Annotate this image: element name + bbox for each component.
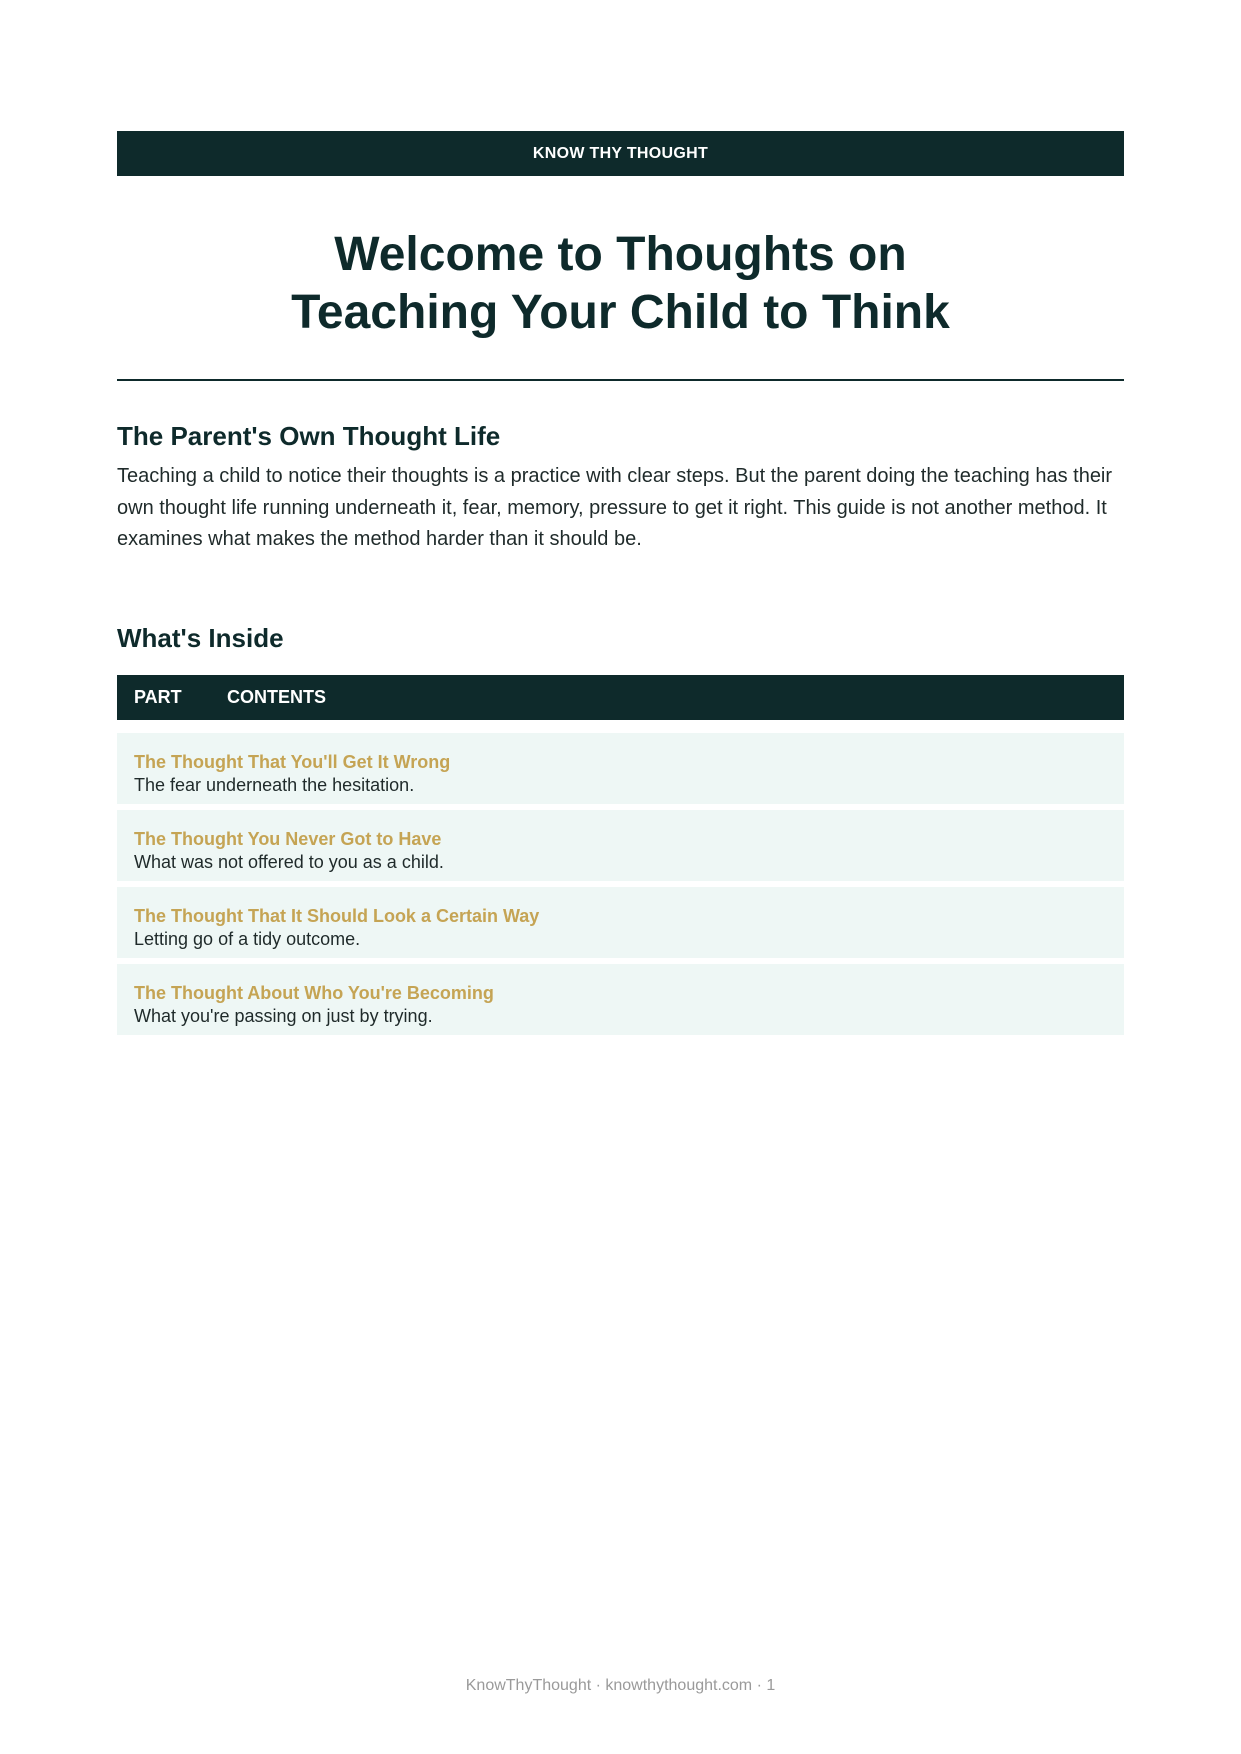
- contents-row-description: The fear underneath the hesitation.: [134, 774, 415, 795]
- title-line-1: Welcome to Thoughts on: [334, 228, 907, 281]
- title-line-2: Teaching Your Child to Think: [291, 286, 950, 339]
- contents-heading: What's Inside: [117, 622, 284, 653]
- contents-row: [117, 733, 1124, 804]
- contents-row: [117, 964, 1124, 1035]
- contents-list: [117, 733, 1124, 1035]
- brand-name: KNOW THY THOUGHT: [532, 144, 709, 162]
- document-page: [117, 131, 1124, 1041]
- title-divider: [117, 379, 1124, 381]
- contents-row-description: What was not offered to you as a child.: [134, 851, 444, 872]
- contents-row-description: What you're passing on just by trying.: [134, 1005, 433, 1026]
- contents-table-header: [117, 675, 1124, 720]
- contents-table: [117, 675, 1124, 1035]
- intro-paragraph: Teaching a child to notice their thoughts is a practice with clear steps. But the parent doing the teaching has their own thought life running underneath it, fear, memory, pressure to get it right. This guide is not another method. It examines what makes the method harder than it should be.: [117, 465, 1113, 550]
- brand-banner: [117, 131, 1124, 176]
- contents-row-title: The Thought That You'll Get It Wrong: [134, 751, 451, 772]
- contents-row-title: The Thought That It Should Look a Certain Way: [134, 905, 540, 926]
- column-header-contents: CONTENTS: [227, 686, 326, 707]
- contents-row-title: The Thought You Never Got to Have: [134, 828, 442, 849]
- page-footer: KnowThyThought · knowthythought.com · 1: [465, 1677, 776, 1694]
- contents-row: [117, 887, 1124, 958]
- contents-row: [117, 810, 1124, 881]
- contents-row-description: Letting go of a tidy outcome.: [134, 928, 361, 949]
- page-title: [117, 226, 1124, 342]
- column-header-part: PART: [134, 686, 182, 707]
- contents-row-title: The Thought About Who You're Becoming: [134, 982, 494, 1003]
- intro-heading: The Parent's Own Thought Life: [117, 421, 501, 451]
